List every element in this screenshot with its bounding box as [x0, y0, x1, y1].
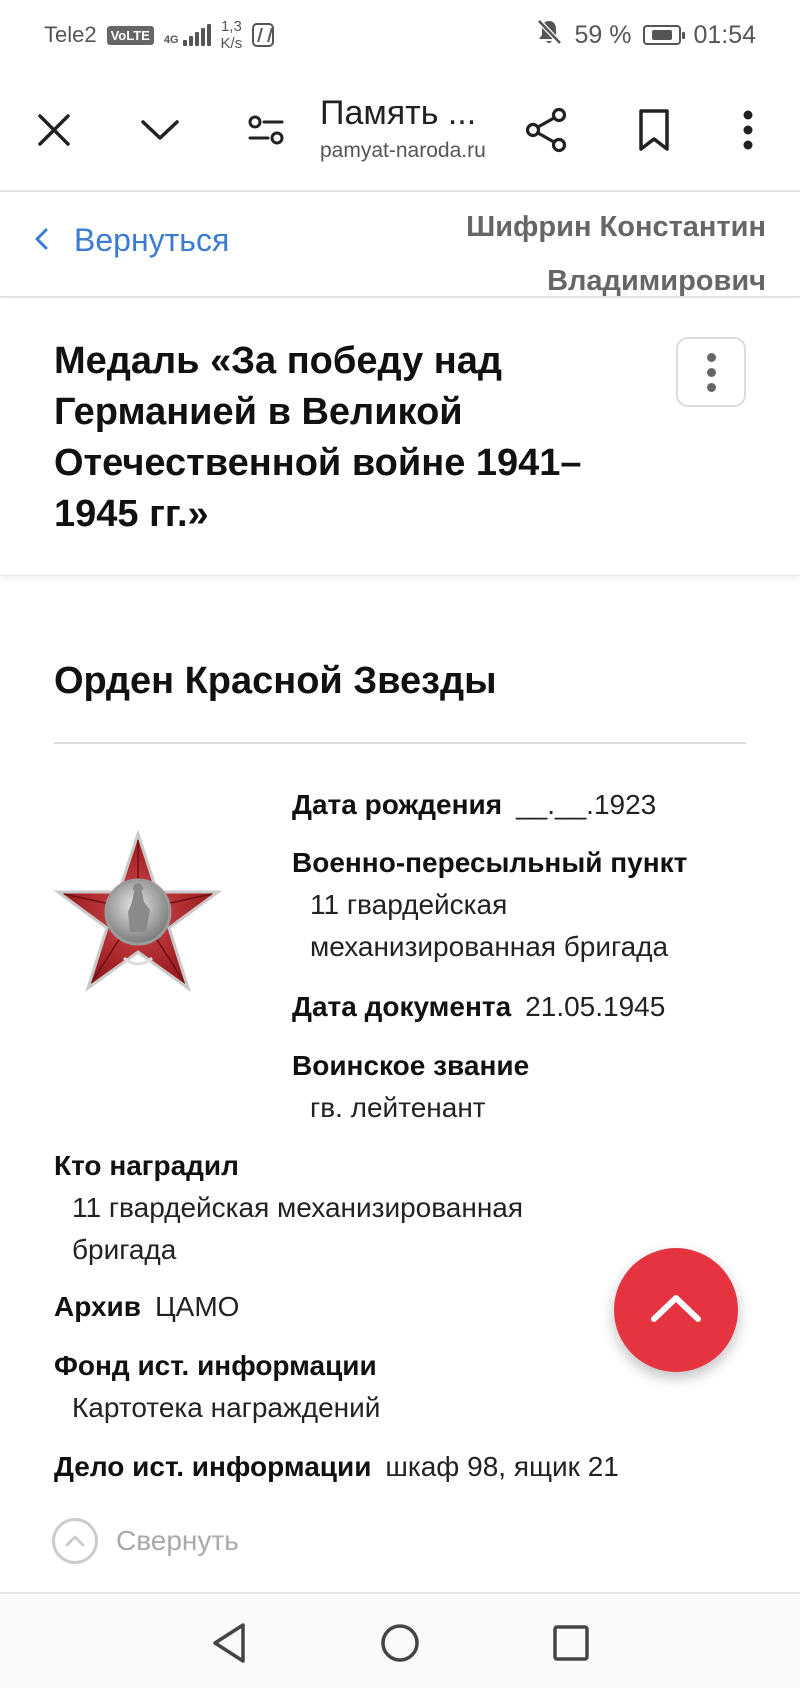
back-triangle-icon[interactable] [204, 1618, 254, 1668]
status-right [536, 18, 756, 53]
red-star-order-icon [54, 830, 222, 998]
browser-toolbar [0, 70, 800, 192]
signal-icon [164, 24, 211, 46]
address-bar[interactable] [320, 94, 500, 163]
field-awarded-by [54, 1145, 614, 1271]
back-label: Вернуться [74, 222, 230, 258]
share-icon[interactable] [516, 100, 576, 160]
net-speed [221, 18, 243, 52]
field-transit-point [292, 842, 752, 968]
dot [707, 353, 716, 362]
close-icon[interactable] [24, 100, 84, 160]
nav-header [0, 194, 800, 298]
field-label: Дата документа [292, 991, 512, 1022]
scroll-to-top-button[interactable] [614, 1248, 738, 1372]
field-value: ЦАМО [154, 1291, 240, 1322]
collapse-button[interactable] [52, 1518, 239, 1564]
field-value: шкаф 98, ящик 21 [385, 1451, 619, 1482]
chevron-down-icon[interactable] [130, 100, 190, 160]
dot [707, 383, 716, 392]
field-rank [292, 1045, 752, 1129]
recents-square-icon[interactable] [546, 1618, 596, 1668]
system-nav-bar [0, 1592, 800, 1688]
field-value: 11 гвардейская механизированная бригада [310, 889, 669, 962]
bell-off-icon [536, 18, 562, 53]
field-value: Картотека награждений [72, 1392, 381, 1423]
page-host: pamyat-naroda.ru [320, 139, 486, 162]
battery-icon [643, 25, 681, 45]
award-title: Орден Красной Звезды [54, 660, 497, 702]
home-circle-icon[interactable] [375, 1618, 425, 1668]
field-label: Дело ист. информации [54, 1451, 372, 1482]
net-speed-value: 1,3 [220, 18, 242, 35]
bookmark-icon[interactable] [624, 100, 684, 160]
field-label: Военно-пересыльный пункт [292, 847, 688, 878]
back-button[interactable] [34, 222, 229, 259]
field-value: 11 гвардейская механизированная бригада [72, 1192, 524, 1265]
carrier-label: Tele2 [44, 22, 97, 47]
chevron-up-icon [650, 1293, 702, 1328]
field-label: Архив [54, 1291, 141, 1322]
field-label: Кто наградил [54, 1150, 239, 1181]
more-vert-icon[interactable] [718, 100, 778, 160]
dot [707, 368, 716, 377]
divider [54, 742, 746, 744]
page-title: Память ... [320, 94, 477, 132]
clock: 01:54 [693, 20, 756, 49]
chevron-left-icon [34, 222, 48, 259]
medal-title: Медаль «За победу над Германией в Великой Отечественной войне 1941–1945 гг.» [54, 340, 582, 535]
field-value: гв. лейтенант [310, 1092, 486, 1123]
field-archive [54, 1286, 614, 1328]
field-label: Воинское звание [292, 1050, 530, 1081]
person-name[interactable]: Шифрин Константин Владимирович [466, 211, 766, 297]
status-bar [0, 0, 800, 70]
volte-icon: VoLTE [107, 26, 154, 45]
field-case [54, 1446, 754, 1488]
status-left [44, 18, 274, 52]
more-options-button[interactable] [676, 337, 746, 407]
field-fund [54, 1345, 614, 1429]
nfc-icon [252, 23, 274, 47]
field-birth-date [292, 784, 752, 826]
field-value: __.__.1923 [516, 789, 657, 820]
chevron-up-circle-icon [52, 1518, 98, 1564]
field-value: 21.05.1945 [525, 991, 666, 1022]
network-type: 4G [163, 34, 179, 46]
tune-icon[interactable] [236, 100, 296, 160]
field-label: Фонд ист. информации [54, 1350, 377, 1381]
collapse-label: Свернуть [116, 1525, 239, 1556]
field-label: Дата рождения [292, 789, 503, 820]
net-speed-unit: K/s [220, 35, 243, 52]
field-doc-date [292, 986, 752, 1028]
medal-header [0, 300, 800, 576]
battery-percent: 59 % [574, 20, 632, 49]
